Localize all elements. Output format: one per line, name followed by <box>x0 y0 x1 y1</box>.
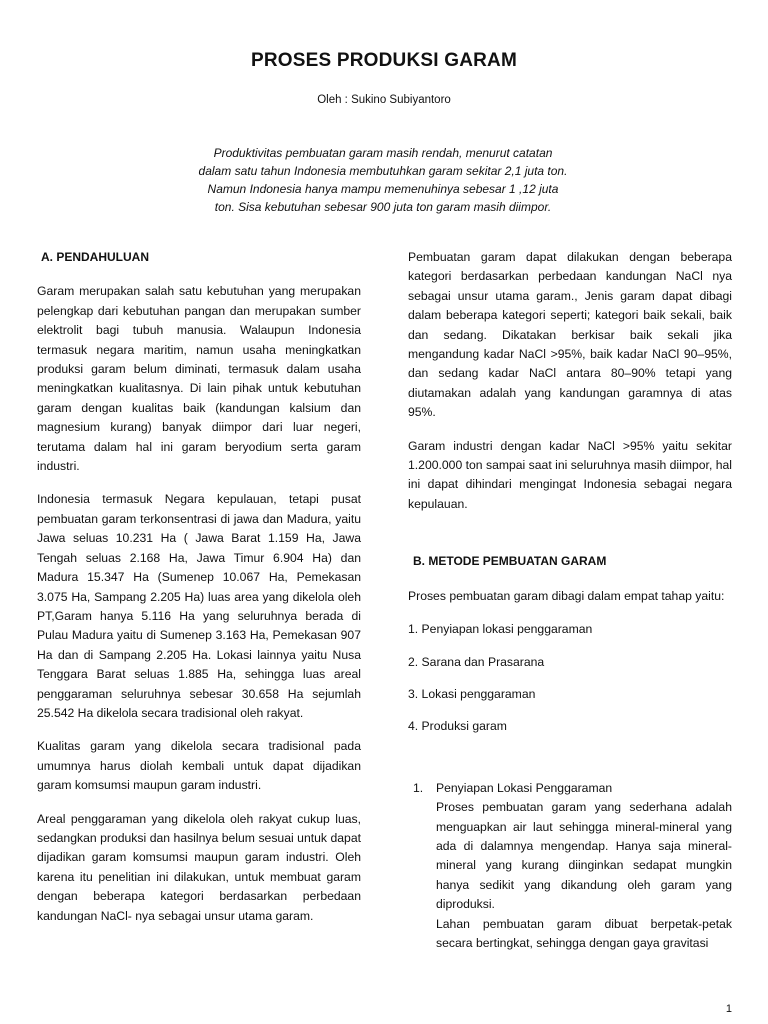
right-paragraph: Garam industri dengan kadar NaCl >95% yaitu sekitar 1.200.000 ton sampai saat ini seluruhnya masih diimpor, hal ini dapat dihindari mengingat Indonesia sebagai negara kepulauan. <box>408 438 732 511</box>
left-column <box>37 248 361 940</box>
subsection-1-paragraph: Proses pembuatan garam yang sederhana adalah menguapkan air laut sehingga mineral-mineral yang ada di dalamnya mengendap. Hanya saja mineral-mineral yang kurang diinginkan sedapat mungkin hanya sedikit yang dikandung oleh garam yang diproduksi. <box>436 800 732 912</box>
subsection-1 <box>408 779 732 954</box>
section-a-paragraph: Kualitas garam yang dikelola secara tradisional pada umumnya harus diolah kembali untuk dapat dijadikan garam komsumsi maupun garam industri. <box>37 739 361 793</box>
right-paragraph: Pembuatan garam dapat dilakukan dengan beberapa kategori berdasarkan perbedaan kandungan NaCl nya sebagai unsur utama garam., Jenis garam dapat dibagi dalam beberapa kategori seperti; kategori baik sekali, baik dan sedang. Dikatakan berkisar baik sekali jika mengandung kadar NaCl >95%, baik kadar NaCl 90–95%, dan sedang kadar NaCl antara 80–90% tetapi yang diutamakan adalah yang kandungan garamnya di atas 95%. <box>408 250 732 420</box>
section-a-paragraph: Areal penggaraman yang dikelola oleh rakyat cukup luas, sedangkan produksi dan hasilnya belum sesuai untuk dapat dijadikan garam komsumsi maupun garam industri. Oleh karena itu penelitian ini dilakukan, untuk membuat garam dengan beberapa kategori berdasarkan perbedaan kandungan NaCl- nya sebagai unsur utama garam. <box>37 811 361 923</box>
section-a-paragraph: Indonesia termasuk Negara kepulauan, tetapi pusat pembuatan garam terkonsentrasi di jawa dan Madura, yaitu Jawa seluas 10.231 Ha ( Jawa Barat 1.159 Ha, Jawa Tengah seluas 2.168 Ha, Jawa Timur 6.904 Ha) dan Madura 15.347 Ha (Sumenep 10.067 Ha, Pemekasan 3.075 Ha, Sampang 2.205 Ha) luas area yang dikelola oleh PT,Garam hanya 5.116 Ha yang seluruhnya berada di Pulau Madura yaitu di Sumenep 3.163 Ha, Pemekasan 907 Ha dan di Sampang 2.205 Ha. Lokasi lainnya yaitu Nusa Tenggara Barat seluas 1.885 Ha, sehingga luas areal penggaraman seluruhnya sebesar 30.658 Ha sejumlah 25.542 Ha dikelola secara tradisional oleh rakyat. <box>37 492 361 720</box>
subsection-1-paragraph: Lahan pembuatan garam dibuat berpetak-petak secara bertingkat, sehingga dengan gaya gravitasi <box>436 916 732 950</box>
author-line: Oleh : Sukino Subiyantoro <box>317 94 451 106</box>
right-column <box>408 248 732 953</box>
document-title: PROSES PRODUKSI GARAM <box>250 50 517 71</box>
abstract: Produktivitas pembuatan garam masih rendah, menurut catatan dalam satu tahun Indonesia membutuhkan garam sekitar 2,1 juta ton. Namun Indonesia hanya mampu memenuhinya sebesar 1 ,12 juta ton. Sisa kebutuhan sebesar 900 juta ton garam masih diimpor. <box>198 146 568 214</box>
subsection-1-number: 1. <box>413 780 424 795</box>
subsection-1-title: Penyiapan Lokasi Penggaraman <box>436 780 613 795</box>
section-b-heading: B. METODE PEMBUATAN GARAM <box>413 554 607 569</box>
section-a-paragraph: Garam merupakan salah satu kebutuhan yang merupakan pelengkap dari kebutuhan pangan dan merupakan sumber elektrolit bagi tubuh manusia. Walaupun Indonesia termasuk negara maritim, namun usaha meningkatkan produksi garam belum diminati, termasuk dalam usaha meningkatkan kualitasnya. Di lain pihak untuk kebutuhan garam dengan kualitas baik (kandungan kalsium dan magnesium kurang) banyak diimpor dari luar negeri, terutama dalam hal ini garam beryodium serta garam industri. <box>37 284 361 474</box>
step-item: 2. Sarana dan Prasarana <box>408 654 545 669</box>
subsection-1-heading <box>408 779 732 798</box>
page-number: 1 <box>725 1003 732 1015</box>
step-item: 1. Penyiapan lokasi penggaraman <box>408 622 593 637</box>
step-item: 3. Lokasi penggaraman <box>408 686 536 701</box>
steps-list <box>408 620 732 737</box>
section-b-intro: Proses pembuatan garam dibagi dalam empat tahap yaitu: <box>408 588 725 603</box>
step-item: 4. Produksi garam <box>408 719 507 734</box>
section-a-heading: A. PENDAHULUAN <box>41 250 149 264</box>
